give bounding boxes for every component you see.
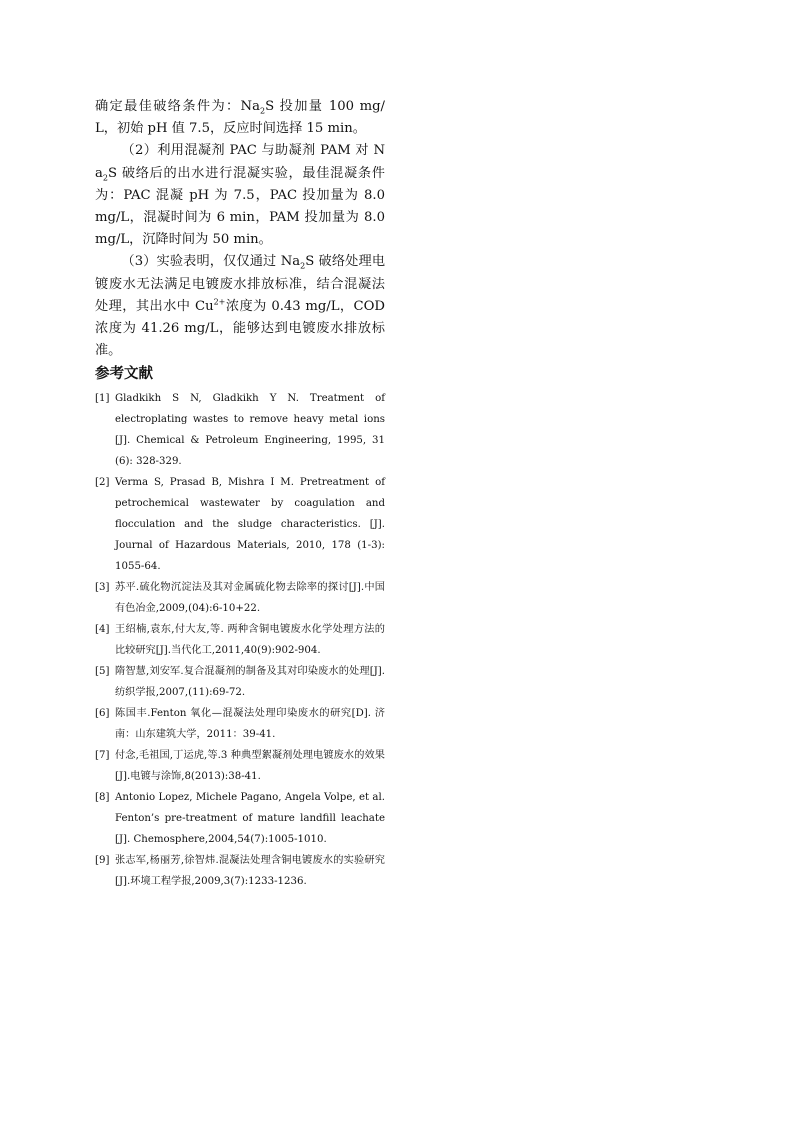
conclusion-paragraph-2 bbox=[95, 140, 385, 251]
p3-text-b: S 破络处理电镀废水无法满足电镀废水排放标准，结合混凝法处理，其出水中 Cu bbox=[95, 254, 386, 314]
p2-subscript: 2 bbox=[102, 173, 108, 183]
reference-number: [7] bbox=[95, 750, 110, 762]
reference-item bbox=[95, 472, 385, 577]
reference-text: Gladkikh S N, Gladkikh Y N. Treatment of electroplating wastes to remove heavy metal ions [J]. Chemical & Petroleum Engineering, 1995, 31 (6): 328-329. bbox=[115, 393, 385, 468]
p3-text-a: （3）实验表明，仅仅通过 Na bbox=[121, 254, 301, 270]
reference-list bbox=[95, 388, 385, 892]
conclusion-paragraph-1 bbox=[95, 96, 385, 140]
reference-text: 隋智慧,刘安军.复合混凝剂的制备及其对印染废水的处理[J].纺织学报,2007,(11):69-72. bbox=[115, 666, 385, 699]
p3-superscript: 2+ bbox=[213, 297, 226, 307]
reference-text: 苏平.硫化物沉淀法及其对金属硫化物去除率的探讨[J].中国有色冶金,2009,(04):6-10+22. bbox=[115, 582, 385, 615]
conclusion-paragraph-3 bbox=[95, 251, 385, 362]
p1-text-a: 确定最佳破络条件为：Na bbox=[95, 99, 260, 114]
reference-text: Antonio Lopez, Michele Pagano, Angela Volpe, et al. Fenton’s pre-treatment of mature landfill leachate [J]. Chemosphere,2004,54(7):1005-1010. bbox=[115, 792, 385, 846]
reference-item bbox=[95, 703, 385, 745]
p1-subscript: 2 bbox=[259, 106, 266, 116]
reference-number: [2] bbox=[95, 477, 110, 489]
reference-text: 付念,毛祖国,丁运虎,等.3 种典型絮凝剂处理电镀废水的效果[J].电镀与涂饰,8(2013):38-41. bbox=[115, 750, 385, 783]
reference-number: [5] bbox=[95, 666, 110, 678]
references-heading: 参考文献 bbox=[95, 366, 153, 383]
p1-text-b: S 投加量 100 mg/L，初始 pH 值 7.5，反应时间选择 15 min。 bbox=[95, 99, 386, 137]
reference-text: 张志军,杨丽芳,徐智炜.混凝法处理含铜电镀废水的实验研究[J].环境工程学报,2009,3(7):1233-1236. bbox=[115, 855, 385, 888]
reference-number: [3] bbox=[95, 582, 110, 594]
p2-text-a: （2）利用混凝剂 PAC 与助凝剂 PAM 对 Na bbox=[95, 143, 385, 181]
reference-text: 陈国丰.Fenton 氧化—混凝法处理印染废水的研究[D]. 济南：山东建筑大学，2011：39-41. bbox=[115, 708, 385, 741]
reference-number: [6] bbox=[95, 708, 110, 720]
reference-item bbox=[95, 661, 385, 703]
reference-item bbox=[95, 619, 385, 661]
reference-item bbox=[95, 388, 385, 472]
reference-number: [4] bbox=[95, 624, 110, 636]
reference-number: [8] bbox=[95, 792, 110, 804]
p3-text-c: 浓度为 0.43 mg/L，COD 浓度为 41.26 mg/L，能够达到电镀废水排放标准。 bbox=[95, 298, 386, 359]
reference-item bbox=[95, 787, 385, 850]
reference-item bbox=[95, 577, 385, 619]
reference-item bbox=[95, 745, 385, 787]
reference-text: 王绍楠,袁东,付大友,等. 两种含铜电镀废水化学处理方法的比较研究[J].当代化工,2011,40(9):902-904. bbox=[115, 624, 385, 657]
p2-text-b: S 破络后的出水进行混凝实验，最佳混凝条件为：PAC 混凝 pH 为 7.5，PAC 投加量为 8.0 mg/L，混凝时间为 6 min，PAM 投加量为 8.0 mg/L，沉降时间为 50 min。 bbox=[95, 165, 385, 248]
reference-item bbox=[95, 850, 385, 892]
reference-text: Verma S, Prasad B, Mishra I M. Pretreatment of petrochemical wastewater by coagulation and flocculation and the sludge characteristics. [J]. Journal of Hazardous Materials, 2010, 178 (1-3): 1055-64. bbox=[115, 477, 385, 573]
p3-subscript: 2 bbox=[300, 262, 306, 272]
reference-number: [9] bbox=[95, 855, 110, 867]
page-column bbox=[95, 96, 385, 892]
reference-number: [1] bbox=[95, 393, 110, 405]
